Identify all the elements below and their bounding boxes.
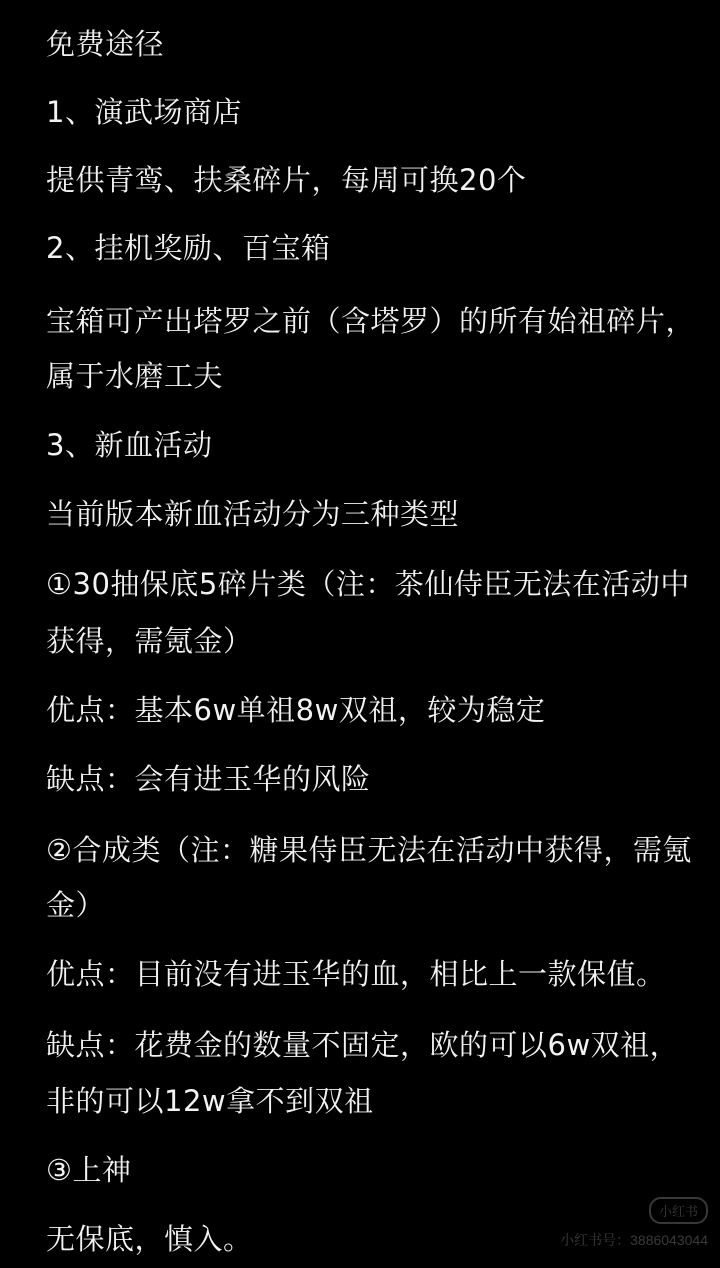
type-2-line2: 金） (46, 888, 106, 922)
type-2-cons-line1: 缺点：花费金的数量不固定，欧的可以6w双祖， (46, 1028, 680, 1062)
section-1-text: 提供青鸾、扶桑碎片，每周可换20个 (46, 163, 527, 197)
section-2-text-line1: 宝箱可产出塔罗之前（含塔罗）的所有始祖碎片， (46, 304, 696, 338)
type-1-line1: ①30抽保底5碎片类（注：茶仙侍臣无法在活动中 (46, 567, 690, 601)
type-3-title: ③上神 (46, 1153, 132, 1187)
watermark-text: 小红书号：3886043044 (560, 1232, 708, 1248)
section-1-title: 1、演武场商店 (46, 95, 242, 129)
type-1-cons: 缺点：会有进玉华的风险 (46, 762, 371, 796)
type-2-cons-line2: 非的可以12w拿不到双祖 (46, 1084, 374, 1118)
watermark (560, 1197, 708, 1250)
type-3-text: 无保底，慎入。 (46, 1222, 253, 1256)
section-2-text-line2: 属于水磨工夫 (46, 359, 224, 393)
section-2-title: 2、挂机奖励、百宝箱 (46, 231, 331, 265)
type-2-pros: 优点：目前没有进玉华的血，相比上一款保值。 (46, 957, 666, 991)
section-3-title: 3、新血活动 (46, 428, 213, 462)
type-2-line1: ②合成类（注：糖果侍臣无法在活动中获得，需氪 (46, 833, 692, 867)
section-3-intro: 当前版本新血活动分为三种类型 (46, 497, 460, 531)
type-1-pros: 优点：基本6w单祖8w双祖，较为稳定 (46, 693, 546, 727)
watermark-logo: 小红书 (649, 1197, 708, 1224)
type-1-line2: 获得，需氪金） (46, 624, 253, 658)
heading-free-routes: 免费途径 (46, 27, 165, 61)
